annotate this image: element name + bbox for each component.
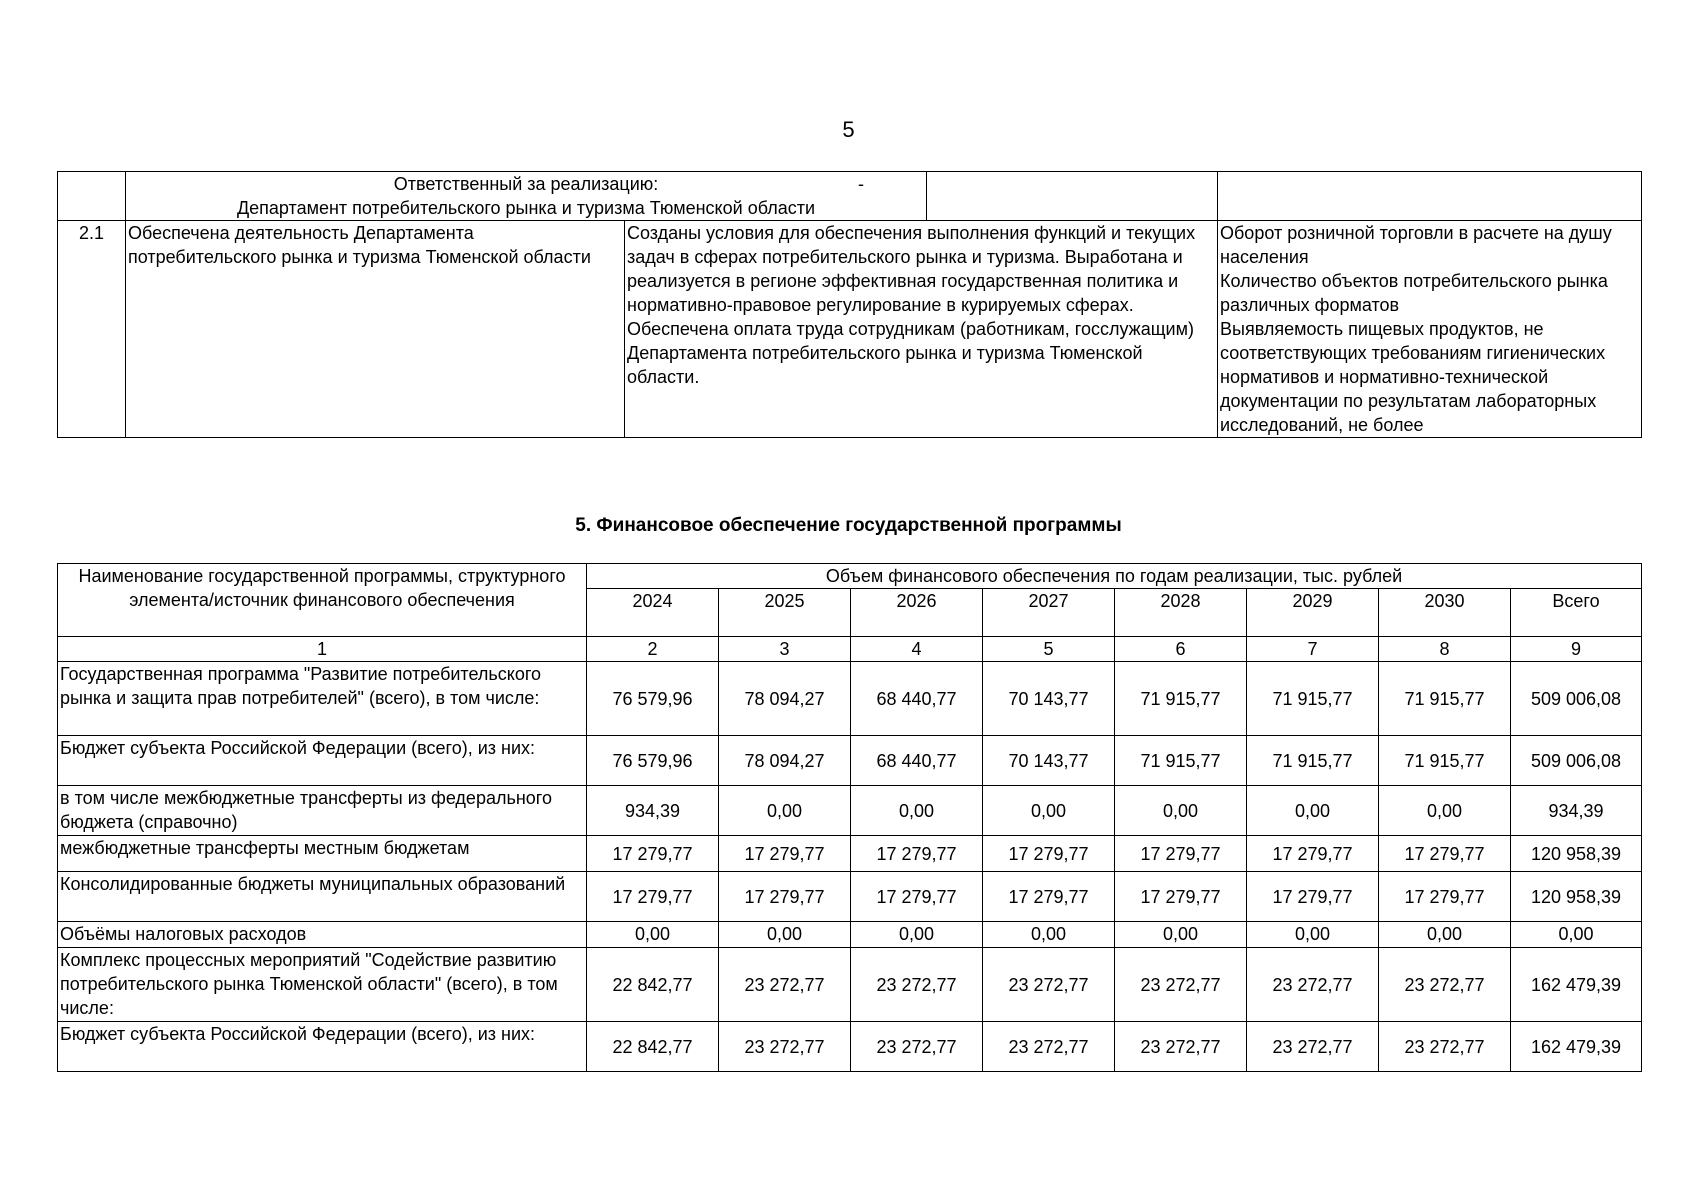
row-value: 78 094,27: [719, 662, 851, 736]
col-number: 2: [587, 637, 719, 662]
row-value: 0,00: [1379, 922, 1511, 948]
name-header: Наименование государственной программы, структурного элемента/источник финансового обеспечения: [58, 564, 587, 637]
col-number: 7: [1247, 637, 1379, 662]
row-value: 17 279,77: [1247, 836, 1379, 872]
row-value: 76 579,96: [587, 662, 719, 736]
row-value: 71 915,77: [1115, 662, 1247, 736]
item-row: [58, 221, 1642, 438]
year-header: 2030: [1379, 589, 1511, 637]
row-value: 0,00: [719, 922, 851, 948]
indicator-1: Оборот розничной торговли в расчете на душу населения: [1220, 223, 1612, 267]
row-value: 0,00: [1115, 786, 1247, 836]
row-value: 934,39: [1511, 786, 1642, 836]
row-name: Объёмы налоговых расходов: [58, 922, 587, 948]
col-number: 5: [983, 637, 1115, 662]
year-header: 2029: [1247, 589, 1379, 637]
row-value: 17 279,77: [719, 872, 851, 922]
row-value: 71 915,77: [1115, 736, 1247, 786]
col-number: 8: [1379, 637, 1511, 662]
row-value: 23 272,77: [719, 948, 851, 1022]
row-value: 78 094,27: [719, 736, 851, 786]
table-row: [58, 1022, 1642, 1072]
row-value: 17 279,77: [851, 872, 983, 922]
responsible-name: Департамент потребительского рынка и туризма Тюменской области: [236, 198, 816, 218]
row-name: Бюджет субъекта Российской Федерации (всего), из них:: [58, 1022, 587, 1072]
indicator-3: Выявляемость пищевых продуктов, не соответствующих требованиям гигиенических нормативов и нормативно-технической документации по результатам лабораторных исследований, не более: [1220, 319, 1606, 435]
item-indicators: [1218, 221, 1642, 438]
row-value: 17 279,77: [851, 836, 983, 872]
row-value: 0,00: [587, 922, 719, 948]
row-value: 120 958,39: [1511, 872, 1642, 922]
row-name: межбюджетные трансферты местным бюджетам: [58, 836, 587, 872]
row-value: 23 272,77: [1115, 1022, 1247, 1072]
col-number: 3: [719, 637, 851, 662]
responsible-cell: [126, 172, 1218, 221]
year-header: 2025: [719, 589, 851, 637]
item-number: 2.1: [58, 221, 126, 438]
row-value: 17 279,77: [587, 872, 719, 922]
row-value: 23 272,77: [1247, 1022, 1379, 1072]
row-value: 70 143,77: [983, 736, 1115, 786]
row-value: 71 915,77: [1379, 736, 1511, 786]
table-row: [58, 662, 1642, 736]
column-number-row: [58, 637, 1642, 662]
section-title: 5. Финансовое обеспечение государственной программы: [575, 515, 1122, 536]
row-value: 0,00: [983, 786, 1115, 836]
row-value: 71 915,77: [1247, 662, 1379, 736]
row-value: 162 479,39: [1511, 1022, 1642, 1072]
row-value: 23 272,77: [851, 948, 983, 1022]
row-name: Консолидированные бюджеты муниципальных образований: [58, 872, 587, 922]
row-value: 17 279,77: [983, 836, 1115, 872]
row-value: 17 279,77: [1247, 872, 1379, 922]
row-value: 17 279,77: [1379, 872, 1511, 922]
volume-header: Объем финансового обеспечения по годам реализации, тыс. рублей: [587, 564, 1642, 589]
row-value: 120 958,39: [1511, 836, 1642, 872]
row-value: 509 006,08: [1511, 662, 1642, 736]
empty-cell: [58, 172, 126, 221]
row-value: 23 272,77: [1379, 948, 1511, 1022]
header-row-1: [58, 564, 1642, 589]
col-number: 9: [1511, 637, 1642, 662]
row-value: 509 006,08: [1511, 736, 1642, 786]
table-row: [58, 922, 1642, 948]
table-row: [58, 872, 1642, 922]
responsible-row: [58, 172, 1642, 221]
row-value: 17 279,77: [1115, 836, 1247, 872]
row-name: Государственная программа "Развитие потребительского рынка и защита прав потребителей" (всего), в том числе:: [58, 662, 587, 736]
row-value: 23 272,77: [719, 1022, 851, 1072]
row-value: 17 279,77: [719, 836, 851, 872]
row-value: 0,00: [983, 922, 1115, 948]
responsible-right: -: [858, 174, 864, 194]
year-header: 2024: [587, 589, 719, 637]
row-value: 934,39: [587, 786, 719, 836]
row-value: 23 272,77: [851, 1022, 983, 1072]
year-header: 2026: [851, 589, 983, 637]
row-value: 22 842,77: [587, 1022, 719, 1072]
row-value: 0,00: [851, 786, 983, 836]
row-value: 17 279,77: [1115, 872, 1247, 922]
row-name: Комплекс процессных мероприятий "Содействие развитию потребительского рынка Тюменской области" (всего), в том числе:: [58, 948, 587, 1022]
row-value: 0,00: [1247, 786, 1379, 836]
item-description: Созданы условия для обеспечения выполнения функций и текущих задач в сферах потребительского рынка и туризма. Выработана и реализуется в регионе эффективная государственная политика и нормативно-правовое регулирование в курируемых сферах. Обеспечена оплата труда сотрудникам (работникам, госслужащим) Департамента потребительского рынка и туризма Тюменской области.: [625, 221, 1218, 438]
row-value: 68 440,77: [851, 662, 983, 736]
row-value: 71 915,77: [1379, 662, 1511, 736]
item-task: Обеспечена деятельность Департамента потребительского рынка и туризма Тюменской области: [126, 221, 625, 438]
responsible-label: Ответственный за реализацию:: [393, 174, 659, 194]
row-value: 23 272,77: [983, 1022, 1115, 1072]
row-value: 17 279,77: [983, 872, 1115, 922]
page-number: 5: [842, 117, 855, 142]
row-value: 23 272,77: [1247, 948, 1379, 1022]
program-structure-table: [57, 171, 1642, 438]
col-number: 6: [1115, 637, 1247, 662]
row-value: 0,00: [1115, 922, 1247, 948]
row-value: 17 279,77: [587, 836, 719, 872]
row-value: 76 579,96: [587, 736, 719, 786]
row-value: 71 915,77: [1247, 736, 1379, 786]
row-value: 70 143,77: [983, 662, 1115, 736]
row-value: 23 272,77: [1379, 1022, 1511, 1072]
table-row: [58, 736, 1642, 786]
col-number: 4: [851, 637, 983, 662]
row-value: 68 440,77: [851, 736, 983, 786]
row-name: в том числе межбюджетные трансферты из федерального бюджета (справочно): [58, 786, 587, 836]
row-value: 0,00: [719, 786, 851, 836]
row-value: 0,00: [1511, 922, 1642, 948]
row-value: 23 272,77: [1115, 948, 1247, 1022]
responsible-right-cell: [858, 172, 1642, 221]
row-value: 17 279,77: [1379, 836, 1511, 872]
table-row: [58, 948, 1642, 1022]
year-header: 2027: [983, 589, 1115, 637]
year-header: 2028: [1115, 589, 1247, 637]
total-header: Всего: [1511, 589, 1642, 637]
row-value: 0,00: [851, 922, 983, 948]
indicator-2: Количество объектов потребительского рынка различных форматов: [1220, 271, 1608, 315]
col-number: 1: [58, 637, 587, 662]
row-value: 0,00: [1247, 922, 1379, 948]
row-value: 0,00: [1379, 786, 1511, 836]
row-name: Бюджет субъекта Российской Федерации (всего), из них:: [58, 736, 587, 786]
row-value: 22 842,77: [587, 948, 719, 1022]
row-value: 23 272,77: [983, 948, 1115, 1022]
row-value: 162 479,39: [1511, 948, 1642, 1022]
financing-table: [57, 563, 1642, 1072]
financing-rows: [58, 662, 1642, 1072]
table-row: [58, 836, 1642, 872]
table-row: [58, 786, 1642, 836]
